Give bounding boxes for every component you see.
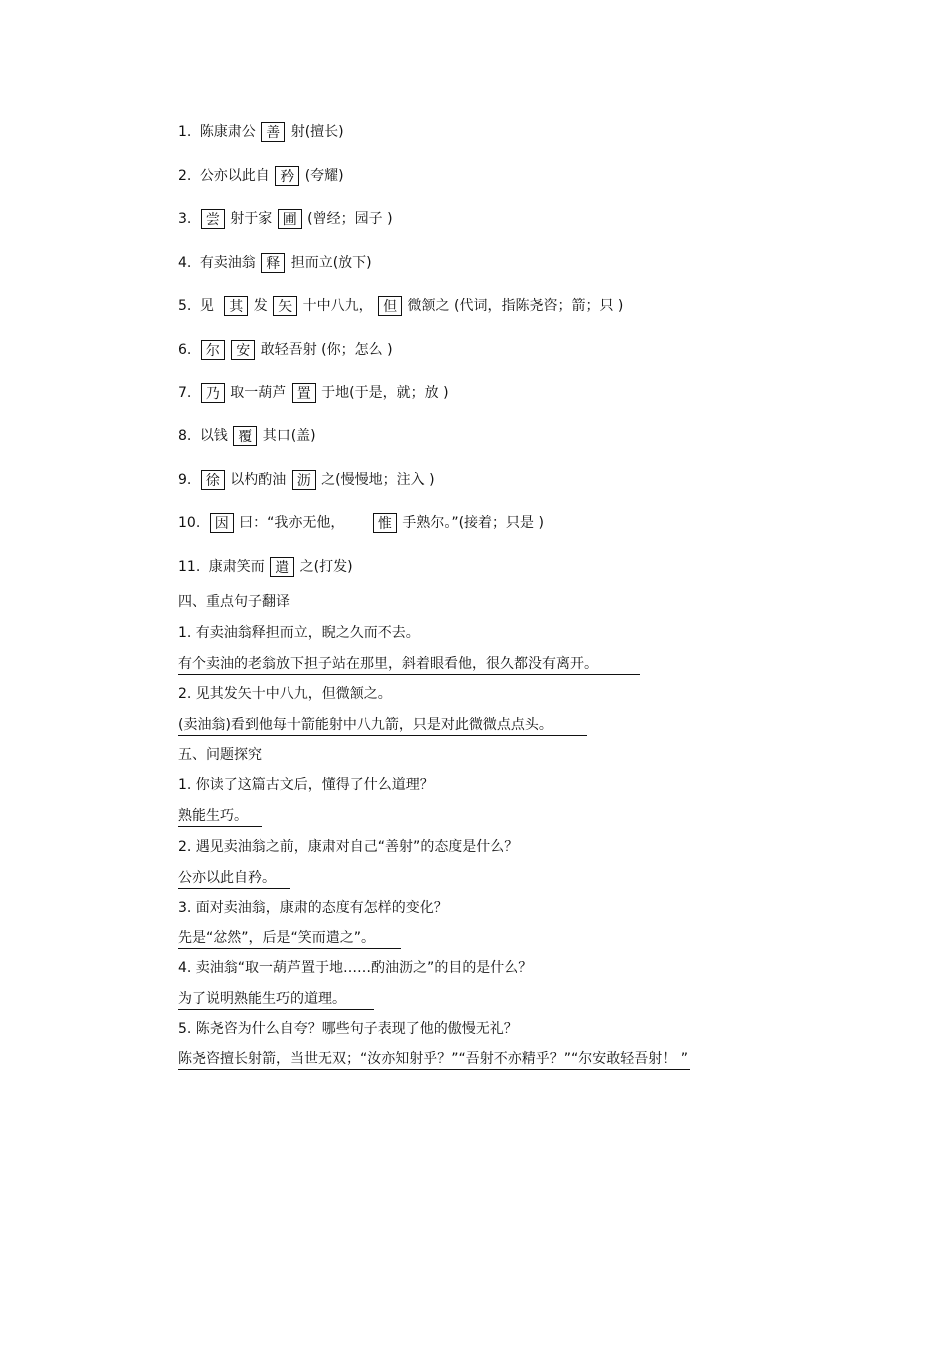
item-number: 3. xyxy=(178,211,192,227)
section-heading: 五、问题探究 xyxy=(178,747,262,763)
question-text: 4. 卖油翁“取一葫芦置于地……酌油沥之”的目的是什么？ xyxy=(178,960,533,976)
question-text: 2. 见其发矢十中八九，但微颔之。 xyxy=(178,686,392,702)
answer-text: 先是“忿然”，后是“笑而遣之”。 xyxy=(178,928,401,949)
boxed-char: 乃 xyxy=(201,383,225,403)
item-text: 有卖油翁 xyxy=(199,255,256,271)
vocab-item-10 xyxy=(178,513,544,533)
item-text: 见 xyxy=(199,298,214,314)
vocab-item-3 xyxy=(178,209,393,229)
vocab-item-2 xyxy=(178,166,344,186)
item-text: 十中八九， xyxy=(302,298,373,314)
vocab-item-8 xyxy=(178,426,316,446)
boxed-char: 尝 xyxy=(201,209,225,229)
answer-line xyxy=(178,715,587,736)
question-text: 1. 你读了这篇古文后，懂得了什么道理？ xyxy=(178,777,434,793)
item-number: 4. xyxy=(178,255,192,271)
item-text: 担而立(放下) xyxy=(290,255,372,271)
answer-line xyxy=(178,989,374,1010)
boxed-char: 覆 xyxy=(233,426,257,446)
item-text: 取一葫芦 xyxy=(230,385,287,401)
item-text: 公亦以此自 xyxy=(199,168,270,184)
boxed-char: 遣 xyxy=(270,557,294,577)
answer-line xyxy=(178,806,262,827)
answer-text: (卖油翁)看到他每十箭能射中八九箭，只是对此微微点点头。 xyxy=(178,715,587,736)
vocab-item-5 xyxy=(178,296,623,316)
boxed-char: 惟 xyxy=(373,513,397,533)
answer-text: 为了说明熟能生巧的道理。 xyxy=(178,989,374,1010)
item-text: 以杓酌油 xyxy=(230,472,287,488)
boxed-char: 沥 xyxy=(292,470,316,490)
boxed-char: 矢 xyxy=(273,296,297,316)
item-number: 2. xyxy=(178,168,192,184)
item-number: 8. xyxy=(178,428,192,444)
boxed-char: 置 xyxy=(292,383,316,403)
item-text: (夸耀) xyxy=(304,168,344,184)
item-number: 7. xyxy=(178,385,192,401)
answer-text: 陈尧咨擅长射箭，当世无双；“汝亦知射乎？”“吾射不亦精乎？”“尔安敢轻吾射！ ” xyxy=(178,1049,690,1070)
item-number: 9. xyxy=(178,472,192,488)
answer-text: 公亦以此自矜。 xyxy=(178,868,290,889)
answer-line xyxy=(178,654,640,675)
boxed-char: 但 xyxy=(378,296,402,316)
item-text: 其口(盖) xyxy=(262,428,316,444)
boxed-char: 安 xyxy=(231,340,255,360)
item-text: 陈康肃公 xyxy=(199,124,256,140)
answer-line xyxy=(178,1049,690,1070)
item-number: 5. xyxy=(178,298,192,314)
item-text: 射于家 xyxy=(230,211,273,227)
boxed-char: 徐 xyxy=(201,470,225,490)
boxed-char: 因 xyxy=(210,513,234,533)
item-text: 射(擅长) xyxy=(290,124,344,140)
item-text: 微颔之 (代词，指陈尧咨；箭；只 ) xyxy=(407,298,624,314)
item-number: 1. xyxy=(178,124,192,140)
answer-line xyxy=(178,928,401,949)
vocab-item-1 xyxy=(178,122,344,142)
boxed-char: 圃 xyxy=(278,209,302,229)
item-text: 敢轻吾射 (你；怎么 ) xyxy=(260,342,393,358)
vocab-item-7 xyxy=(178,383,449,403)
item-text: (曾经；园子 ) xyxy=(307,211,393,227)
item-number: 11. xyxy=(178,559,201,575)
answer-text: 熟能生巧。 xyxy=(178,806,262,827)
item-text: 发 xyxy=(253,298,268,314)
vocab-item-6 xyxy=(178,340,393,360)
question-text: 3. 面对卖油翁，康肃的态度有怎样的变化？ xyxy=(178,900,448,916)
question-text: 1. 有卖油翁释担而立，睨之久而不去。 xyxy=(178,625,420,641)
boxed-char: 矜 xyxy=(275,166,299,186)
question-text: 2. 遇见卖油翁之前，康肃对自己“善射”的态度是什么？ xyxy=(178,839,519,855)
vocab-item-11 xyxy=(178,557,353,577)
item-text: 康肃笑而 xyxy=(208,559,265,575)
vocab-item-4 xyxy=(178,253,372,273)
answer-line xyxy=(178,868,290,889)
answer-text: 有个卖油的老翁放下担子站在那里，斜着眼看他，很久都没有离开。 xyxy=(178,654,640,675)
boxed-char: 其 xyxy=(224,296,248,316)
section-heading: 四、重点句子翻译 xyxy=(178,594,290,610)
boxed-char: 尔 xyxy=(201,340,225,360)
boxed-char: 释 xyxy=(261,253,285,273)
question-text: 5. 陈尧咨为什么自夸？哪些句子表现了他的傲慢无礼？ xyxy=(178,1021,518,1037)
item-text: 于地(于是，就；放 ) xyxy=(321,385,449,401)
item-text: 曰：“我亦无他， xyxy=(239,515,345,531)
item-text: 以钱 xyxy=(199,428,228,444)
item-text: 之(打发) xyxy=(299,559,353,575)
boxed-char: 善 xyxy=(261,122,285,142)
item-text: 之(慢慢地；注入 ) xyxy=(321,472,435,488)
item-number: 10. xyxy=(178,515,201,531)
vocab-item-9 xyxy=(178,470,435,490)
item-text: 手熟尔。”(接着；只是 ) xyxy=(402,515,544,531)
item-number: 6. xyxy=(178,342,192,358)
